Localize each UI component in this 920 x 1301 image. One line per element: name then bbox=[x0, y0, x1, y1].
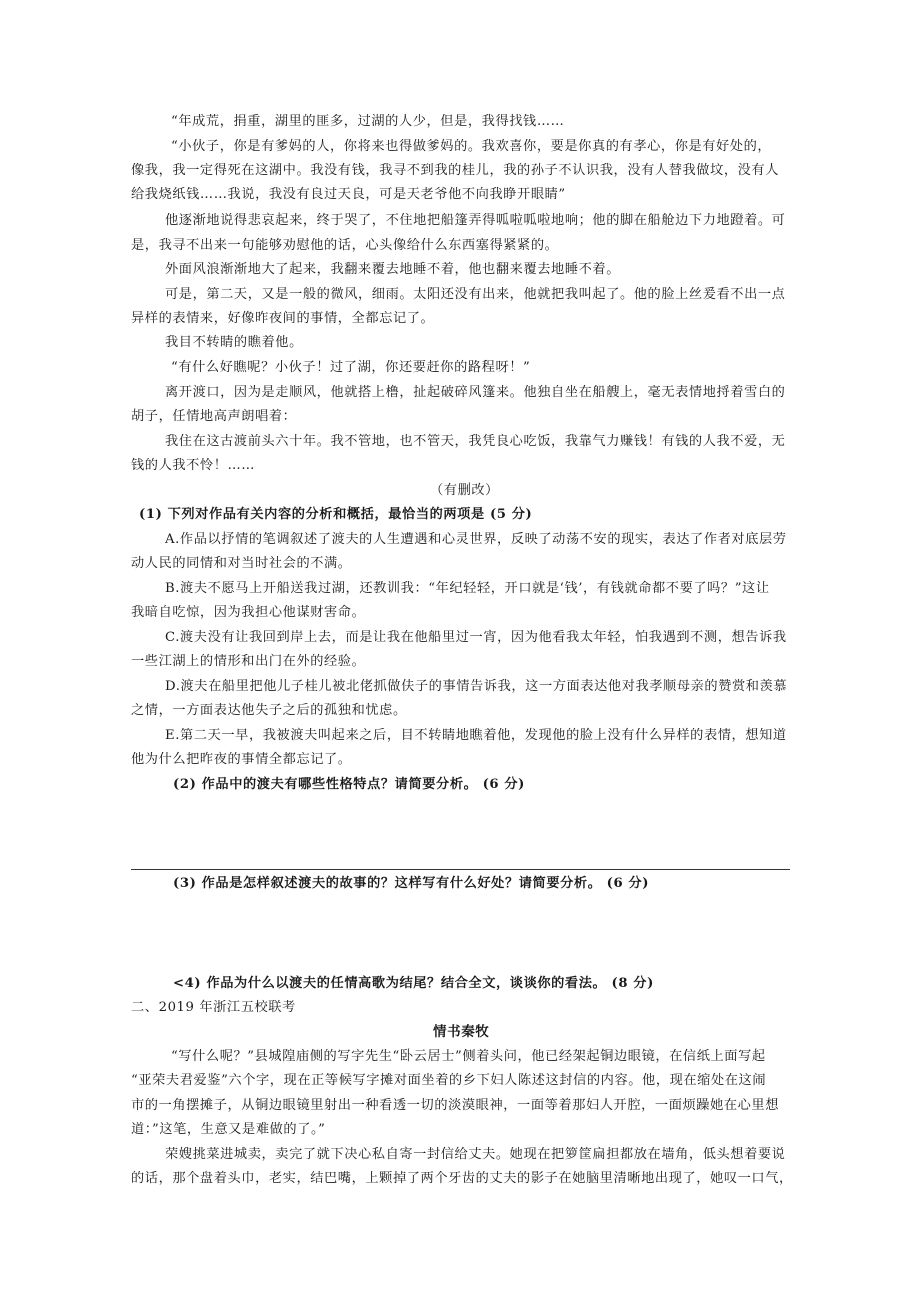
story-line: “小伙子，你是有爹妈的人，你将来也得做爹妈的。我欢喜你，要是你真的有孝心，你是有好处的， bbox=[171, 139, 772, 154]
story-line: 可是，第二天，又是一般的微风，细雨。太阳还没有出来，他就把我叫起了。他的脸上丝爰看不出一点 bbox=[165, 287, 786, 302]
option-b-line: B.渡夫不愿马上开船送我过湖，还教训我：“年纪轻轻，开口就是‘钱’，有钱就命都不要了吗？”这让 bbox=[165, 581, 770, 596]
option-c-line: 一些江湖上的情形和出门在外的经验。 bbox=[131, 654, 366, 669]
option-e-line: 他为什么把昨夜的事情全都忘记了。 bbox=[131, 752, 352, 767]
article-line: 荣嫂挑菜进城卖，卖完了就下决心私自寄一封信给丈夫。她现在把箩筐扁担都放在墙角，低头想着要说 bbox=[165, 1147, 786, 1162]
option-a-line: 动人民的同情和对当时社会的不满。 bbox=[131, 556, 352, 571]
option-c-line: C.渡夫没有让我回到岸上去，而是让我在他船里过一宵，因为他看我太年轻，怕我遇到不测，想告诉我 bbox=[165, 630, 787, 645]
question-1-stem: (1) 下列对作品有关内容的分析和概括，最恰当的两项是 (5 分) bbox=[139, 507, 533, 522]
story-line: 异样的表情来，好像昨夜间的事情，全都忘记了。 bbox=[131, 311, 435, 326]
story-line: 是，我寻不出来一句能够劝慰他的话，心头像给什么东西塞得紧紧的。 bbox=[131, 238, 559, 253]
story-line: 离开渡口，因为是走顺风，他就搭上橹，扯起破碎风篷来。他独自坐在船艘上，毫无表情地捋着雪白的 bbox=[165, 385, 786, 400]
article-line: “写什么呢？”县城隍庙侧的写字先生“卧云居士”侧着头问，他已经架起铜边眼镜，在信纸上面写起 bbox=[171, 1049, 766, 1064]
section-heading: 二、2019 年浙江五校联考 bbox=[131, 1000, 296, 1015]
story-line: 外面风浪渐渐地大了起来，我翻来覆去地睡不着，他也翻来覆去地睡不着。 bbox=[165, 262, 620, 277]
article-line: 的话，那个盘着头巾，老实，结巴嘴，上颗掉了两个牙齿的丈夫的影子在她脑里清晰地出现了，她叹一口气， bbox=[131, 1171, 793, 1186]
option-b-line: 我暗自吃惊，因为我担心他谋财害命。 bbox=[131, 605, 366, 620]
article-line: 市的一角摆摊子，从铜边眼镜里射出一种看透一切的淡漠眼神，一面等着那妇人开腔，一面烦躁她在心里想 bbox=[131, 1098, 780, 1113]
question-4: <4) 作品为什么以渡夫的任情高歌为结尾？结合全文，谈谈你的看法。 (8 分) bbox=[173, 976, 654, 991]
story-line: “有什么好瞧呢？小伙子！过了湖，你还要赶你的路程呀！” bbox=[171, 360, 531, 375]
story-line: 胡子，任情地高声朗唱着： bbox=[131, 409, 297, 424]
option-e-line: E.第二天一早，我被渡夫叫起来之后，目不转睛地瞧着他，发现他的脸上没有什么异样的表情，想知道 bbox=[165, 728, 787, 743]
story-line: “年成荒，捐重，湖里的匪多，过湖的人少，但是，我得找钱…… bbox=[171, 114, 565, 129]
story-line: 他逐渐地说得悲哀起来，终于哭了，不住地把船篷弄得呱啦呱啦地响；他的脚在船舱边下力地蹬着。可 bbox=[165, 213, 786, 228]
answer-divider bbox=[131, 869, 790, 870]
edit-note: （有删改） bbox=[430, 483, 499, 498]
option-a-line: A.作品以抒情的笔调叙述了渡夫的人生遭遇和心灵世界，反映了动荡不安的现实，表达了作者对底层劳 bbox=[165, 532, 787, 547]
story-line: 我住在这古渡前头六十年。我不管地，也不管天，我凭良心吃饭，我靠气力赚钱！有钱的人我不爱，无 bbox=[165, 434, 786, 449]
article-line: 道：”这笔，生意又是难做的了。” bbox=[131, 1122, 326, 1137]
question-3: (3) 作品是怎样叙述渡夫的故事的？这样写有什么好处？请简要分析。 (6 分) bbox=[173, 876, 650, 891]
option-d-line: 之情，一方面表达他失子之后的孤独和忧虑。 bbox=[131, 703, 407, 718]
article-title: 情书秦牧 bbox=[433, 1024, 490, 1040]
question-2: (2) 作品中的渡夫有哪些性格特点？请简要分析。 (6 分) bbox=[173, 777, 526, 792]
article-line: “亚荣夫君爱鉴”六个字，现在正等候写字摊对面坐着的乡下妇人陈述这封信的内容。他，现在缩处在这闹 bbox=[131, 1073, 767, 1088]
story-line: 给我烧纸钱……我说，我没有良过天良，可是天老爷他不向我睁开眼睛” bbox=[131, 187, 566, 202]
option-d-line: D.渡夫在船里把他儿子桂儿被北佬抓做伕子的事情告诉我，这一方面表达他对我孝顺母亲的赞赏和羡慕 bbox=[165, 679, 788, 694]
story-line: 像我，我一定得死在这湖中。我没有钱，我寻不到我的桂儿，我的孙子不认识我，没有人替我做坟，没有人 bbox=[131, 163, 780, 178]
story-line: 我目不转睛的瞧着他。 bbox=[165, 335, 303, 350]
story-line: 钱的人我不怜！…… bbox=[131, 458, 256, 473]
